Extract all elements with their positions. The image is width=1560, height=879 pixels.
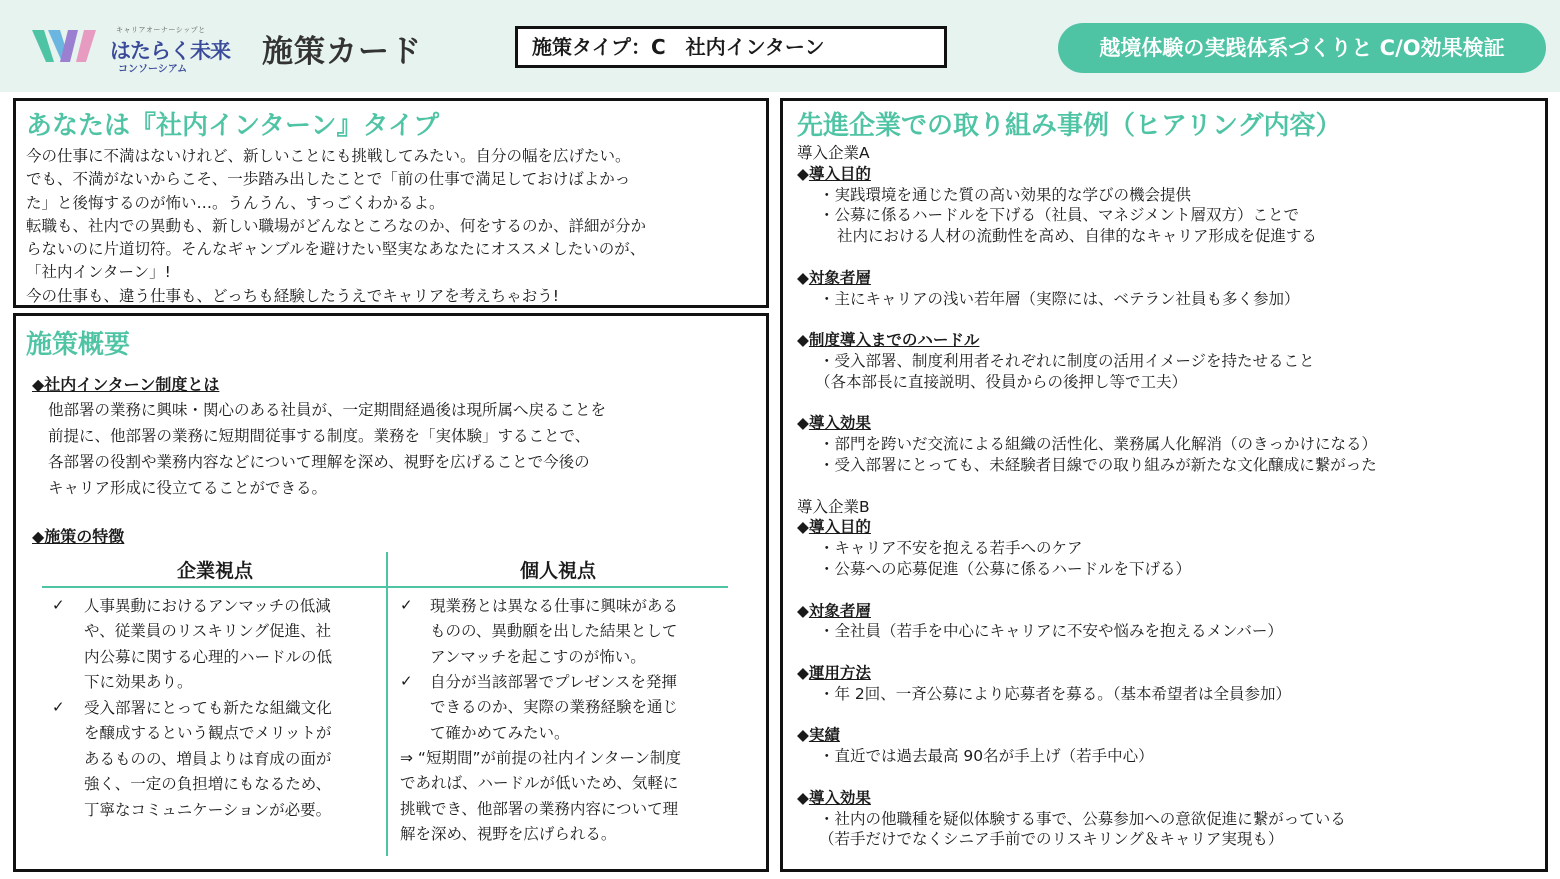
text-line: らないのに片道切符。そんなギャンブルを避けたい堅実なあなたにオススメしたいのが、 bbox=[26, 240, 646, 259]
text-line: ・受入部署、制度利用者それぞれに制度の活用イメージを持たせること bbox=[819, 351, 1315, 370]
text-line: ・実践環境を通じた質の高い効果的な学びの機会提供 bbox=[819, 185, 1192, 204]
text-line: 内公募に関する心理的ハードルの低 bbox=[84, 647, 333, 666]
text-line: た」と後悔するのが怖い…。うんうん、すっごくわかるよ。 bbox=[26, 193, 445, 212]
policy-type-label: 施策タイプ： bbox=[532, 35, 651, 59]
card-title: 施策カード bbox=[262, 34, 422, 70]
text-line: 現業務とは異なる仕事に興味がある bbox=[430, 597, 679, 615]
text-line: ・主にキャリアの浅い若年層（実際には、ベテラン社員も多く参加） bbox=[819, 289, 1300, 308]
section-heading: ◆導入効果 bbox=[797, 788, 871, 807]
personal-item-1 bbox=[430, 594, 678, 670]
section-heading: ◆制度導入までのハードル bbox=[797, 331, 980, 350]
section-heading: ◆導入目的 bbox=[797, 518, 871, 537]
text-line: ・キャリア不安を抱える若手へのケア bbox=[819, 539, 1083, 558]
overview-panel bbox=[13, 313, 769, 872]
text-line: ・部門を跨いだ交流による組織の活性化、業務属人化解消（のきっかけになる） bbox=[819, 435, 1378, 454]
section-heading: ◆対象者層 bbox=[797, 268, 871, 287]
check-icon: ✓ bbox=[400, 596, 413, 614]
text-line: ・受入部署にとっても、未経験者目線での取り組みが新たな文化醸成に繋がった bbox=[819, 455, 1377, 474]
section-heading: ◆導入効果 bbox=[797, 414, 871, 433]
text-line: 挑戦でき、他部署の業務内容について理 bbox=[400, 799, 679, 818]
section-heading: ◆導入目的 bbox=[797, 164, 871, 183]
text-line: アンマッチを起こすのが怖い。 bbox=[430, 647, 646, 666]
text-line: 今の仕事に不満はないけれど、新しいことにも挑戦してみたい。自分の幅を広げたい。 bbox=[26, 147, 631, 165]
logo-subtitle: キャリアオーナーシップと bbox=[116, 26, 206, 34]
text-line: 前提に、他部署の業務に短期間従事する制度。業務を「実体験」することで、 bbox=[48, 427, 591, 445]
features-heading: ◆施策の特徴 bbox=[32, 527, 125, 546]
text-line: 下に効果あり。 bbox=[84, 673, 193, 692]
overview-title: 施策概要 bbox=[26, 330, 131, 360]
text-line: ・公募への応募促進（公募に係るハードルを下げる） bbox=[819, 559, 1192, 578]
policy-type-box bbox=[515, 26, 947, 68]
consortium-logo bbox=[30, 20, 230, 75]
logo-main-text: はたらく未来 bbox=[110, 39, 230, 63]
text-line: を醸成するという観点でメリットが bbox=[84, 724, 332, 743]
section-heading: ◆運用方法 bbox=[797, 663, 871, 682]
text-line: （各本部長に直接説明、役員からの後押し等で工夫） bbox=[815, 372, 1188, 391]
text-line: 人事異動におけるアンマッチの低減 bbox=[84, 597, 331, 615]
company-a-label: 導入企業A bbox=[797, 144, 870, 162]
text-line: ・社内の他職種を疑似体験する事で、公募参加への意欲促進に繋がっている bbox=[819, 809, 1346, 828]
personal-item-2 bbox=[430, 670, 678, 746]
logo-mark-icon bbox=[30, 24, 102, 72]
company-item-2 bbox=[84, 696, 332, 823]
company-b-label: 導入企業B bbox=[797, 497, 870, 516]
text-line: できるのか、実際の業務経験を通じ bbox=[430, 698, 679, 717]
section-heading: ◆対象者層 bbox=[797, 601, 871, 620]
text-line: 受入部署にとっても新たな組織文化 bbox=[84, 699, 332, 717]
check-icon: ✓ bbox=[52, 596, 65, 614]
text-line: 他部署の業務に興味・関心のある社員が、一定期間経過後は現所属へ戻ることを bbox=[48, 401, 607, 419]
text-line: や、従業員のリスキリング促進、社 bbox=[84, 622, 332, 641]
type-intro-title: あなたは『社内インターン』タイプ bbox=[26, 111, 440, 141]
text-line: ・直近では過去最高 90名が手上げ（若手中心） bbox=[819, 747, 1154, 766]
text-line: でも、不満がないからこそ、一歩踏み出したことで「前の仕事で満足しておけばよかっ bbox=[26, 170, 631, 189]
text-line: キャリア形成に役立てることができる。 bbox=[48, 479, 328, 497]
text-line: ・年 2回、一斉公募により応募者を募る。（基本希望者は全員参加） bbox=[819, 684, 1292, 703]
text-line: 丁寧なコミュニケーションが必要。 bbox=[84, 800, 332, 819]
logo-bottom-text: コンソーシアム bbox=[118, 64, 188, 75]
header-bar bbox=[0, 0, 1560, 92]
case-studies-panel bbox=[780, 98, 1548, 872]
case-studies-title: 先進企業での取り組み事例（ヒアリング内容） bbox=[797, 111, 1342, 141]
text-line: 「社内インターン」! bbox=[26, 263, 171, 282]
text-line: ・公募に係るハードルを下げる（社員、マネジメント層双方）ことで bbox=[819, 206, 1300, 225]
type-intro-text bbox=[26, 145, 646, 308]
personal-note bbox=[400, 746, 681, 848]
definition-heading: ◆社内インターン制度とは bbox=[32, 375, 220, 394]
text-line: ものの、異動願を出した結果として bbox=[430, 622, 678, 641]
theme-badge: 越境体験の実践体系づくりと C/O効果検証 bbox=[1058, 23, 1546, 73]
company-view-heading: 企業視点 bbox=[176, 560, 253, 582]
case-studies-body bbox=[797, 143, 1377, 850]
check-icon: ✓ bbox=[52, 698, 65, 716]
table-column-divider bbox=[386, 552, 388, 856]
text-line: ・全社員（若手を中心にキャリアに不安や悩みを抱えるメンバー） bbox=[819, 622, 1283, 641]
personal-view-heading: 個人視点 bbox=[519, 560, 596, 582]
policy-type-value: C 社内インターン bbox=[651, 35, 825, 59]
text-line: 自分が当該部署でプレゼンスを発揮 bbox=[430, 673, 677, 691]
text-line: 各部署の役割や業務内容などについて理解を深め、視野を広げることで今後の bbox=[48, 453, 590, 471]
text-line: 強く、一定の負担増にもなるため、 bbox=[84, 775, 332, 794]
text-line: 解を深め、視野を広げられる。 bbox=[400, 825, 617, 844]
table-header-divider bbox=[42, 586, 728, 588]
check-icon: ✓ bbox=[400, 672, 413, 690]
text-line: て確かめてみたい。 bbox=[430, 723, 570, 742]
company-item-1 bbox=[84, 594, 332, 696]
text-line: であれば、ハードルが低いため、気軽に bbox=[400, 774, 679, 793]
text-line: 転職も、社内での異動も、新しい職場がどんなところなのか、何をするのか、詳細が分か bbox=[26, 216, 647, 235]
text-line: 社内における人材の流動性を高め、自律的なキャリア形成を促進する bbox=[837, 227, 1317, 246]
text-line: あるものの、増員よりは育成の面が bbox=[84, 749, 332, 768]
text-line: 今の仕事も、違う仕事も、どっちも経験したうえでキャリアを考えちゃおう! bbox=[26, 286, 559, 305]
text-line: ⇒ “短期間”が前提の社内インターン制度 bbox=[400, 749, 682, 767]
definition-text bbox=[48, 397, 606, 501]
text-line: （若手だけでなくシニア手前でのリスキリング＆キャリア実現も） bbox=[819, 830, 1284, 849]
section-heading: ◆実績 bbox=[797, 726, 840, 745]
type-intro-panel bbox=[13, 98, 769, 308]
